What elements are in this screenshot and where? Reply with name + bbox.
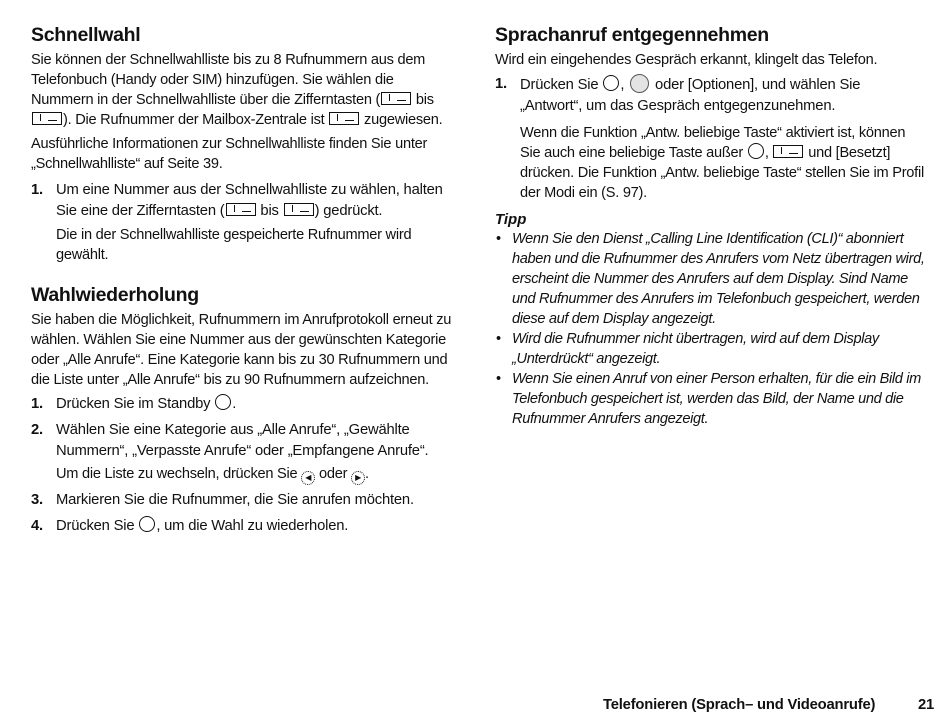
left-column xyxy=(31,24,457,537)
wahlwiederholung-step-4: 4. Drücken Sie , um die Wahl zu wiederholen. xyxy=(31,518,349,534)
left-key-icon: ◀ xyxy=(301,471,315,485)
nav-key-icon xyxy=(139,516,155,532)
sprachanruf-step-1: 1. Drücken Sie , oder [Optionen], und wählen Sie „Antwort“, um das Gespräch entgegenzunehmen. xyxy=(495,76,861,114)
sprachanruf-note: Wenn die Funktion „Antw. beliebige Taste“ aktiviert ist, können Sie auch eine beliebige Taste außer , und [Besetzt] drücken. Die Funktion „Antw. beliebige Taste“ stellen Sie im Profil der Modi ein (S. 97). xyxy=(520,125,924,201)
wahlwiederholung-step-2: 2. Wählen Sie eine Kategorie aus „Alle Anrufe“, „Gewählte Nummern“, „Verpasste Anrufe“ oder „Empfangene Anrufe“. xyxy=(31,422,429,459)
tipp-item: • Wenn Sie einen Anruf von einer Person erhalten, für die ein Bild im Telefonbuch gespeichert ist, werden das Bild, der Name und die Rufnummer Anrufers angezeigt. xyxy=(496,371,921,427)
schnellwahl-heading: Schnellwahl xyxy=(31,24,141,46)
wahlwiederholung-step-2-note: Um die Liste zu wechseln, drücken Sie ◀ oder ▶ . xyxy=(31,464,457,485)
sprachanruf-intro: Wird ein eingehendes Gespräch erkannt, klingelt das Telefon. xyxy=(495,52,878,68)
sprachanruf-heading: Sprachanruf entgegennehmen xyxy=(495,24,769,46)
nav-key-icon xyxy=(215,394,231,410)
page-number: 21 xyxy=(918,697,935,713)
tipp-item: • Wenn Sie den Dienst „Calling Line Identification (CLI)“ abonniert haben und die Rufnummer des Anrufers vom Netz übertragen wird, erscheint die Nummer des Anrufers auf dem Display. Sind Name und Rufnummer des Anrufers im Telefonbuch gespeichert, werden diese auf dem Display angezeigt. xyxy=(496,231,925,327)
wahlwiederholung-heading: Wahlwiederholung xyxy=(31,284,199,306)
schnellwahl-info: Ausführliche Informationen zur Schnellwahlliste finden Sie unter „Schnellwahlliste“ auf Seite 39. xyxy=(31,136,428,172)
end-key-icon xyxy=(748,143,764,159)
key-1-icon xyxy=(329,112,359,125)
schnellwahl-intro: Sie können der Schnellwahlliste bis zu 8 Rufnummern aus dem Telefonbuch (Handy oder SIM) hinzufügen. Sie wählen die Nummern in der Schnellwahlliste über die Zifferntasten ( bis ). Die Rufnummer der Mailbox-Zentrale ist zugewiesen. xyxy=(31,52,443,128)
tipp-heading: Tipp xyxy=(495,211,527,228)
key-9-icon xyxy=(284,203,314,216)
key-9-icon xyxy=(32,112,62,125)
wahlwiederholung-step-1: 1. Drücken Sie im Standby . xyxy=(31,396,237,412)
wahlwiederholung-intro: Sie haben die Möglichkeit, Rufnummern im Anrufprotokoll erneut zu wählen. Wählen Sie eine Nummer aus der gewünschten Kategorie oder „Alle Anrufe“. Eine Kategorie kann bis zu 30 Rufnummern und die Liste unter „Alle Anrufe“ bis zu 90 Rufnummern aufzeichnen. xyxy=(31,312,452,388)
key-1-icon xyxy=(381,92,411,105)
right-key-icon: ▶ xyxy=(351,471,365,485)
schnellwahl-step-1: 1. Um eine Nummer aus der Schnellwahlliste zu wählen, halten Sie eine der Zifferntasten ( bis ) gedrückt. xyxy=(31,182,443,219)
right-column xyxy=(495,24,925,429)
footer-section-title: Telefonieren (Sprach– und Videoanrufe) xyxy=(603,697,876,713)
tipp-item: • Wird die Rufnummer nicht übertragen, wird auf dem Display „Unterdrückt“ angezeigt. xyxy=(496,331,879,367)
wahlwiederholung-step-3: 3. Markieren Sie die Rufnummer, die Sie anrufen möchten. xyxy=(31,492,414,508)
reject-key-icon xyxy=(773,145,803,158)
schnellwahl-step-1-note: Die in der Schnellwahlliste gespeicherte Rufnummer wird gewählt. xyxy=(56,227,412,263)
round-key-icon xyxy=(630,74,649,93)
nav-key-icon xyxy=(603,75,619,91)
key-1-icon xyxy=(226,203,256,216)
